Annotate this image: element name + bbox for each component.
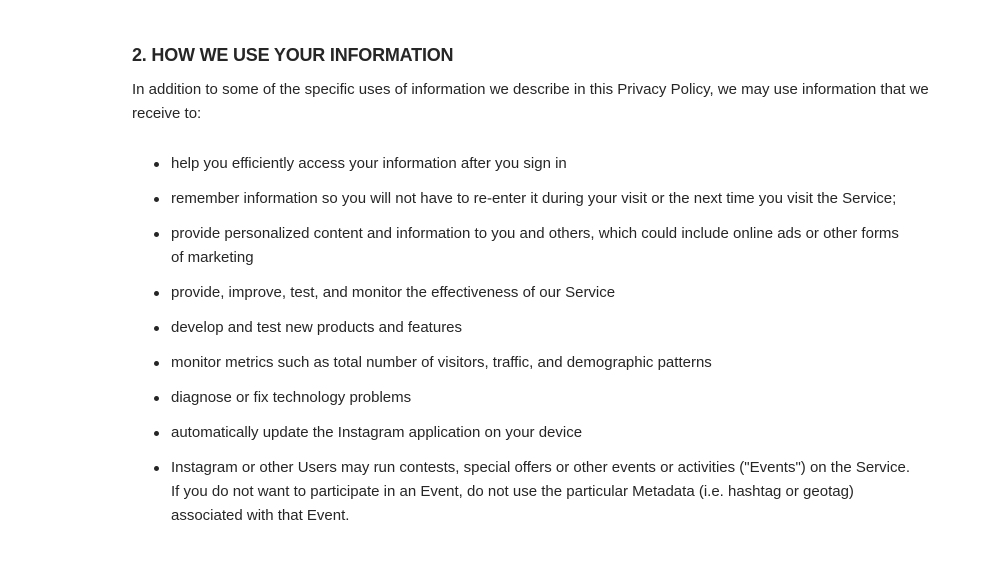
policy-section xyxy=(132,42,932,539)
list-item-text: automatically update the Instagram application on your device xyxy=(171,424,583,441)
section-title: 2. HOW WE USE YOUR INFORMATION xyxy=(132,45,454,65)
uses-list xyxy=(132,152,932,528)
list-item xyxy=(132,421,911,445)
list-item xyxy=(132,222,911,270)
list-item xyxy=(132,316,911,340)
list-item-text: provide, improve, test, and monitor the effectiveness of our Service xyxy=(171,284,616,301)
bullet-icon xyxy=(154,396,159,401)
bullet-icon xyxy=(154,291,159,296)
list-item xyxy=(132,281,911,305)
bullet-icon xyxy=(154,466,159,471)
list-item xyxy=(132,456,911,528)
list-item-text: help you efficiently access your information after you sign in xyxy=(171,155,567,172)
list-item-text: provide personalized content and information to you and others, which could include online ads or other forms of marketing xyxy=(171,225,899,266)
list-item-text: monitor metrics such as total number of visitors, traffic, and demographic patterns xyxy=(171,354,712,371)
list-item-text: remember information so you will not have to re-enter it during your visit or the next time you visit the Service; xyxy=(171,190,897,207)
list-item xyxy=(132,187,911,211)
section-intro: In addition to some of the specific uses of information we describe in this Privacy Policy, we may use information that we receive to: xyxy=(132,81,929,122)
bullet-icon xyxy=(154,431,159,436)
list-item-text: diagnose or fix technology problems xyxy=(171,389,412,406)
bullet-icon xyxy=(154,361,159,366)
list-item-text: Instagram or other Users may run contests, special offers or other events or activities ("Events") on the Service. If you do not want to participate in an Event, do not use the particular Metadata (i.e. hashtag or geotag) associated with that Event. xyxy=(171,459,911,524)
bullet-icon xyxy=(154,232,159,237)
list-item xyxy=(132,351,911,375)
list-item-text: develop and test new products and features xyxy=(171,319,463,336)
list-item xyxy=(132,152,911,176)
bullet-icon xyxy=(154,326,159,331)
bullet-icon xyxy=(154,197,159,202)
list-item xyxy=(132,386,911,410)
bullet-icon xyxy=(154,162,159,167)
